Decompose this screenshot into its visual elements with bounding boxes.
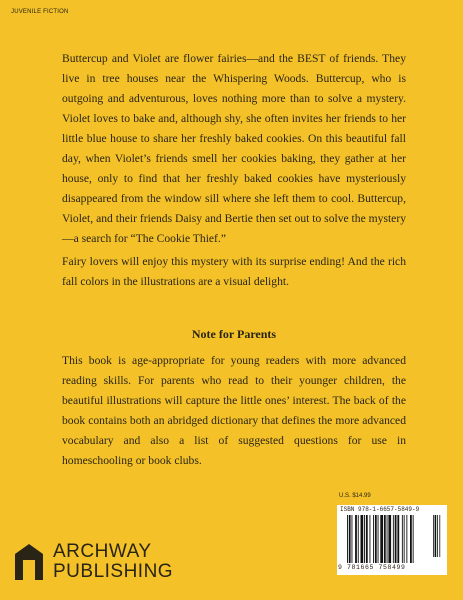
genre-label: JUVENILE FICTION bbox=[11, 9, 69, 15]
ean-digits: 9 781665 758499 bbox=[338, 564, 406, 571]
publisher-name-line1: ARCHWAY bbox=[53, 541, 152, 562]
barcode-addon-bars bbox=[433, 515, 445, 557]
archway-logo-icon bbox=[13, 542, 45, 580]
price-label: U.S. $14.99 bbox=[339, 493, 371, 499]
appeal-paragraph: Fairy lovers will enjoy this mystery with its surprise ending! And the rich fall colors in the illustrations are a visual delight. bbox=[62, 255, 406, 288]
barcode bbox=[337, 505, 447, 575]
publisher-logo bbox=[13, 542, 213, 582]
synopsis-paragraph: Buttercup and Violet are flower fairies—and the BEST of friends. They live in tree houses near the Whispering Woods. Buttercup, who is outgoing and adventurous, loves nothing more than to solve a mystery. Violet loves to bake and, although shy, she often invites her friends to her little blue house to share her freshly baked cookies. On this beautiful fall day, when Violet’s friends smell her cookies baking, they gather at her house, only to find that her freshly baked cookies have mysteriously disappeared from the window sill where she left them to cool. Buttercup, Violet, and their friends Daisy and Bertie then set out to solve the mystery—a search for “The Cookie Thief.” bbox=[62, 52, 406, 245]
publisher-name-line2: PUBLISHING bbox=[53, 561, 174, 582]
isbn-text: ISBN 978-1-6657-5849-9 bbox=[340, 506, 420, 513]
parents-note-paragraph: This book is age-appropriate for young readers with more advanced reading skills. For parents who read to their younger children, the beautiful illustrations will capture the little ones’ interest. The back of the book contains both an abridged dictionary that defines the more advanced vocabulary and also a list of suggested questions for use in homeschooling or book clubs. bbox=[62, 354, 406, 467]
barcode-bars bbox=[347, 515, 431, 563]
note-heading: Note for Parents bbox=[191, 327, 277, 341]
